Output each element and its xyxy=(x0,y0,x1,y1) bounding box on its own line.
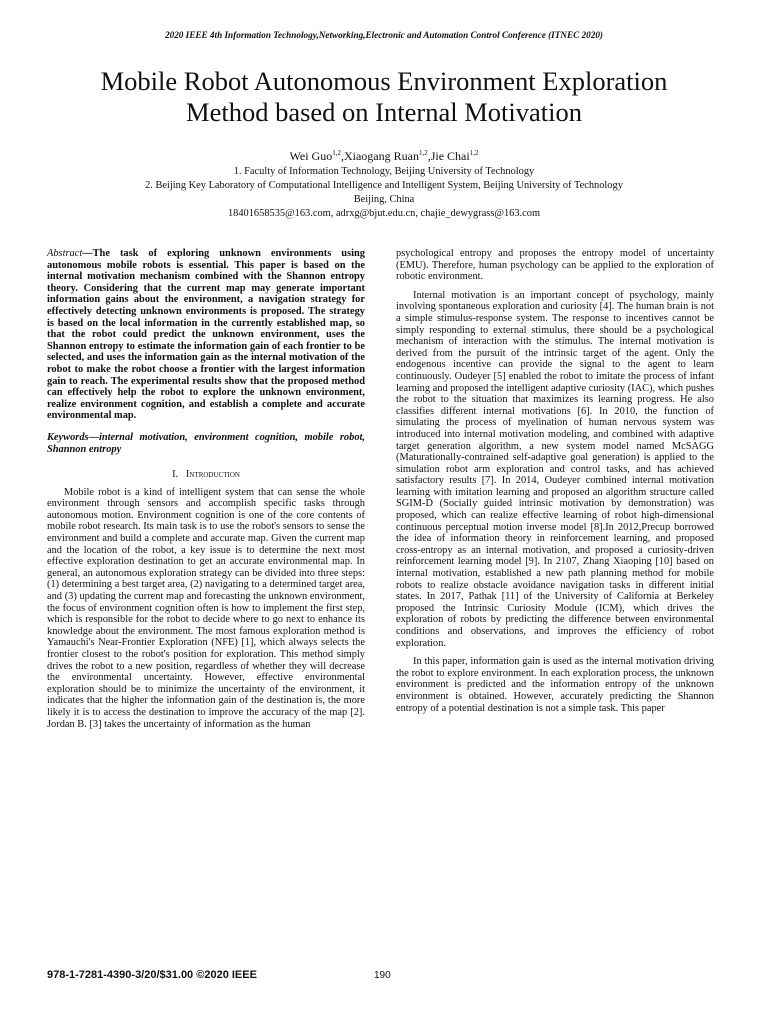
author-name: Wei Guo xyxy=(289,149,333,163)
abstract-text: —The task of exploring unknown environments using autonomous mobile robots is essential. This paper is based on the internal motivation mechanism combined with the Shannon entropy theory. Considering that the current map may generate important information gains about the environment, a navigation strategy for effectively detecting unknown environments is proposed. The strategy is based on the local information in the currently established map, so that the robot could predict the unknown environment, uses the Shannon entropy to estimate the information gain of each frontier to be selected, and uses the information gain as the internal motivation of the robot to make the robot choose a frontier with the largest information gain to reach. The experimental results show that the proposed method can effectively help the robot to explore the unknown environment, realize environment cognition, and establish a complete and accurate environmental map. xyxy=(47,248,365,422)
section-title: Introduction xyxy=(185,469,240,481)
page-number: 190 xyxy=(374,970,391,981)
body-paragraph: psychological entropy and proposes the entropy model of uncertainty (EMU). Therefore, human psychology can be applied to the exploration of robotic environment. xyxy=(396,248,714,283)
abstract xyxy=(47,248,365,422)
section-heading xyxy=(47,469,365,481)
author-separator: , xyxy=(340,149,344,163)
conference-header: 2020 IEEE 4th Information Technology,Networking,Electronic and Automation Control Conference (ITNEC 2020) xyxy=(165,30,603,40)
body-paragraph: Internal motivation is an important concept of psychology, mainly involving spontaneous exploration and curiosity [4]. The human brain is not a simple stimulus-response system. The response to incentives cannot be simply responding to external stimulus, there should be a psychological mechanism of interaction with the stimulus. The internal motivation is derived from the pursuit of the intrinsic target of the agent. Only the endogenous incentive can provide the signal to the agent to learn continuously. Oudeyer [5] enabled the robot to imitate the process of infant learning and proposed the intelligent adaptive curiosity (IAC), which pushes the robot to the situation that maximizes its learning progress. He also classifies different internal motivations [6]. In 2010, the function of simulating the process of myelination of human nervous system was introduced into internal motivation modeling, and combined with adaptive target generation algorithm, a new system model named McSAGG (Maturationally-contrained self-adaptive goal generation) is applied to the simulation robot arm exploration and control tasks, and has achieved satisfactory results [7]. In 2014, Oudeyer combined internal motivation learning with imitation learning and proposed an algorithm structure called SGIM-D (Socially guided intrinsic motivation by demonstration) was proposed, which can realize effective learning of robot high-dimensional continuous perceptual motion inverse model [8].In 2012,Precup borrowed the idea of information theory in reinforcement learning, and proposed cross-entropy as an internal motivation, and proposed a curiosity-driven reinforcement learning model [9]. In 2107, Zhang Xiaoping [10] based on internal motivation, established a new path planning method for mobile robots to realize obstacle avoidance navigation tasks in different initial states. In 2017, Pathak [11] of the University of California at Berkeley proposed the Intrinsic Curiosity Module (ICM), which drives the exploration of robots by predicting the difference between environmental conditions and observations, and improves the efficiency of robot exploration. xyxy=(396,289,714,649)
paper-title xyxy=(30,66,738,128)
author-name: Xiaogang Ruan xyxy=(343,149,419,163)
author-emails: 18401658535@163.com, adrxg@bjut.edu.cn, chajie_dewygrass@163.com xyxy=(227,208,541,219)
right-column xyxy=(396,248,714,721)
body-paragraph: In this paper, information gain is used as the internal motivation driving the robot to explore environment. In each exploration process, the unknown environment is predicted and the information entropy of the unknown environment is obtained. However, accurately predicting the Shannon entropy of a potential destination is not a simple task. This paper xyxy=(396,656,714,714)
author-affil-mark: 1,2 xyxy=(418,149,428,157)
affiliation-line: 2. Beijing Key Laboratory of Computational Intelligence and Intelligent System, Beijing University of Technology xyxy=(145,180,623,191)
keywords: Keywords—internal motivation, environment cognition, mobile robot, Shannon entropy xyxy=(47,431,365,455)
affiliation-line: 1. Faculty of Information Technology, Beijing University of Technology xyxy=(233,166,535,177)
section-number: I. xyxy=(172,469,179,481)
copyright-notice: 978-1-7281-4390-3/20/$31.00 ©2020 IEEE xyxy=(47,969,257,981)
author-affil-mark: 1,2 xyxy=(469,149,479,157)
title-line-1: Mobile Robot Autonomous Environment Exploration xyxy=(100,66,668,96)
abstract-label: Abstract xyxy=(47,248,83,259)
title-line-2: Method based on Internal Motivation xyxy=(186,97,582,127)
author-affil-mark: 1,2 xyxy=(332,149,341,157)
affiliation-location: Beijing, China xyxy=(353,194,415,205)
author-separator: , xyxy=(427,149,431,163)
author-name: Jie Chai xyxy=(430,149,470,163)
left-column xyxy=(47,248,365,737)
body-paragraph: Mobile robot is a kind of intelligent system that can sense the whole environment through sensors and accomplish specific tasks through autonomous motion. Environment cognition is one of the core contents of mobile robot research. Its main task is to use the robot's sensors to sense the environment and build a complete and accurate map. Given the current map and the location of the robot, a key issue is to determine the next most effective exploration destination to get an accurate environmental map. In general, an autonomous exploration strategy can be divided into three steps: (1) determining a best target area, (2) navigating to a determined target area, and (3) updating the current map and forecasting the unknown environment, the focus of environment cognition often is how to implement the first step, which is responsible for the robot to decide where to go next to enhance its knowledge about the environment. The most famous exploration method is Yamauchi's Near-Frontier Exploration (NFE) [1], which always selects the frontier closest to the robot's position for exploration. This method simply drives the robot to a new position, regardless of whether they will decrease the environmental uncertainty. However, effective environmental exploration should be to minimize the uncertainty of the environment, it indicates that the higher the information gain of the destination is, the more likely it is to access the destination to improve the accuracy of the map [2]. Jordan B. [3] takes the uncertainty of information as the human xyxy=(47,486,365,730)
author-list xyxy=(0,146,768,163)
